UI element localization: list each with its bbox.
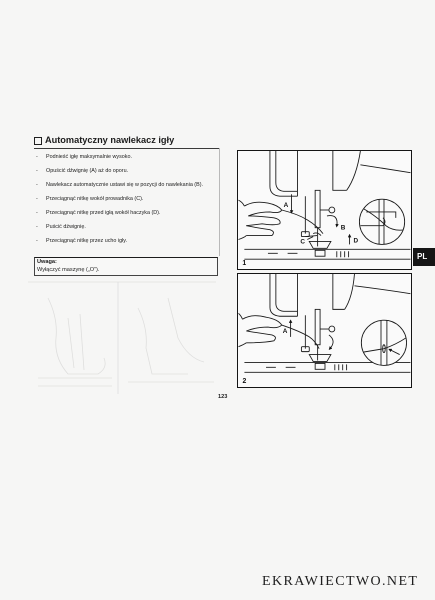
figure-1-label-b: B [340, 224, 346, 232]
section-checkbox-icon [34, 137, 42, 145]
needle-clamp-screw [329, 326, 335, 332]
seam-guide-marks [266, 364, 347, 370]
figure-1-number: 1 [242, 260, 247, 268]
figure-2 [237, 273, 412, 388]
head-front-edge [270, 151, 298, 196]
site-watermark: EKRAWIECTWO.NET [262, 574, 419, 589]
thread [282, 210, 323, 234]
hand-index-finger [244, 202, 281, 216]
note-text: Wyłączyć maszynę („O”). [37, 266, 100, 273]
step-bullet: - [36, 168, 38, 174]
instruction-steps [36, 153, 218, 251]
step-text: Nawlekacz automatycznie ustawi się w pozycji do nawlekania (B). [46, 182, 203, 188]
needle-bar-shaft [315, 190, 320, 227]
step-item [36, 237, 218, 251]
figure-2-label-a: A [282, 327, 288, 335]
bleed-through-sketches [28, 282, 216, 394]
presser-foot-shape [309, 355, 331, 362]
machine-arm-curve [347, 151, 411, 190]
leader-line-c [307, 237, 313, 240]
page-number: 123 [218, 394, 228, 400]
hand [239, 313, 282, 346]
machine-head-outline [270, 151, 411, 196]
figure-1 [237, 150, 412, 270]
arrows [292, 194, 350, 244]
hand-index-finger [242, 316, 281, 331]
bleed-sketch-left [38, 298, 112, 386]
needle-bar-shaft [315, 309, 320, 344]
zoom-inset [359, 198, 405, 249]
step-bullet: - [36, 196, 38, 202]
presser-foot [309, 241, 331, 248]
hand-thumb [246, 226, 273, 236]
figure-2-number: 2 [242, 378, 247, 386]
arrow-curved-b [327, 216, 337, 226]
figure-1-label-d: D [353, 237, 359, 245]
language-tab: PL [413, 248, 435, 266]
step-bullet: - [36, 182, 38, 188]
feed-dogs [315, 363, 325, 369]
needle-clamp-screw [329, 207, 335, 213]
hand-wrist [239, 313, 247, 346]
presser-foot [309, 355, 331, 362]
threader-lever [301, 196, 321, 236]
hand-thumb [246, 331, 275, 343]
needle-plate [244, 249, 410, 259]
needle-bar [315, 190, 335, 246]
step-item [36, 181, 218, 195]
step-text: Przeciągnąć nitkę przez ucho igły. [46, 238, 128, 244]
section-title [34, 135, 174, 146]
head-inner-edge [276, 274, 298, 311]
figure-2-illustration [238, 274, 411, 387]
arrows [291, 321, 334, 349]
step-item [36, 195, 218, 209]
section-title-text: Automatyczny nawlekacz igły [45, 135, 175, 145]
step-item [36, 223, 218, 237]
step-item [36, 153, 218, 167]
thread-line [282, 210, 323, 234]
hand-middle-finger [246, 216, 280, 226]
step-text: Opuścić dźwignię (A) aż do oporu. [46, 168, 129, 174]
step-bullet: - [36, 210, 38, 216]
note-box [34, 257, 218, 276]
bleed-sketch-right [128, 298, 214, 382]
machine-arm-curve [345, 274, 411, 309]
head-front-edge [270, 274, 298, 316]
feed-dogs [315, 250, 325, 256]
step-text: Puścić dźwignię. [46, 224, 86, 230]
step-item [36, 167, 218, 181]
step-bullet: - [36, 238, 38, 244]
step-bullet: - [36, 224, 38, 230]
needle-bar [315, 309, 335, 360]
presser-foot-shape [309, 241, 331, 248]
head-face-panel [297, 274, 344, 316]
figure-1-label-a: A [283, 202, 289, 210]
head-face-panel [297, 151, 346, 196]
hand [238, 200, 281, 239]
reverse-side-bleed-through [28, 278, 218, 396]
head-inner-edge [276, 151, 298, 191]
zoom-inset-circle [361, 320, 406, 365]
step-text: Przeciągnąć nitkę przed igłą wokół haczyka (D). [46, 210, 161, 216]
step-item [36, 209, 218, 223]
step-bullet: - [36, 154, 38, 160]
machine-head-outline [270, 274, 411, 316]
threader-hook [305, 233, 321, 237]
note-label: Uwaga: [37, 259, 57, 265]
needle-plate-edges [244, 249, 410, 259]
zoom-inset [360, 319, 407, 368]
step-text: Podnieść igłę maksymalnie wysoko. [46, 154, 132, 160]
column-divider [219, 148, 220, 256]
arrow-curved [329, 335, 333, 349]
title-underline [34, 148, 220, 149]
figure-1-illustration [238, 151, 411, 269]
step-text: Przeciągnąć nitkę wokół prowadnika (C). [46, 196, 144, 202]
figure-1-label-c: C [300, 238, 306, 246]
seam-guide-marks [268, 251, 349, 257]
